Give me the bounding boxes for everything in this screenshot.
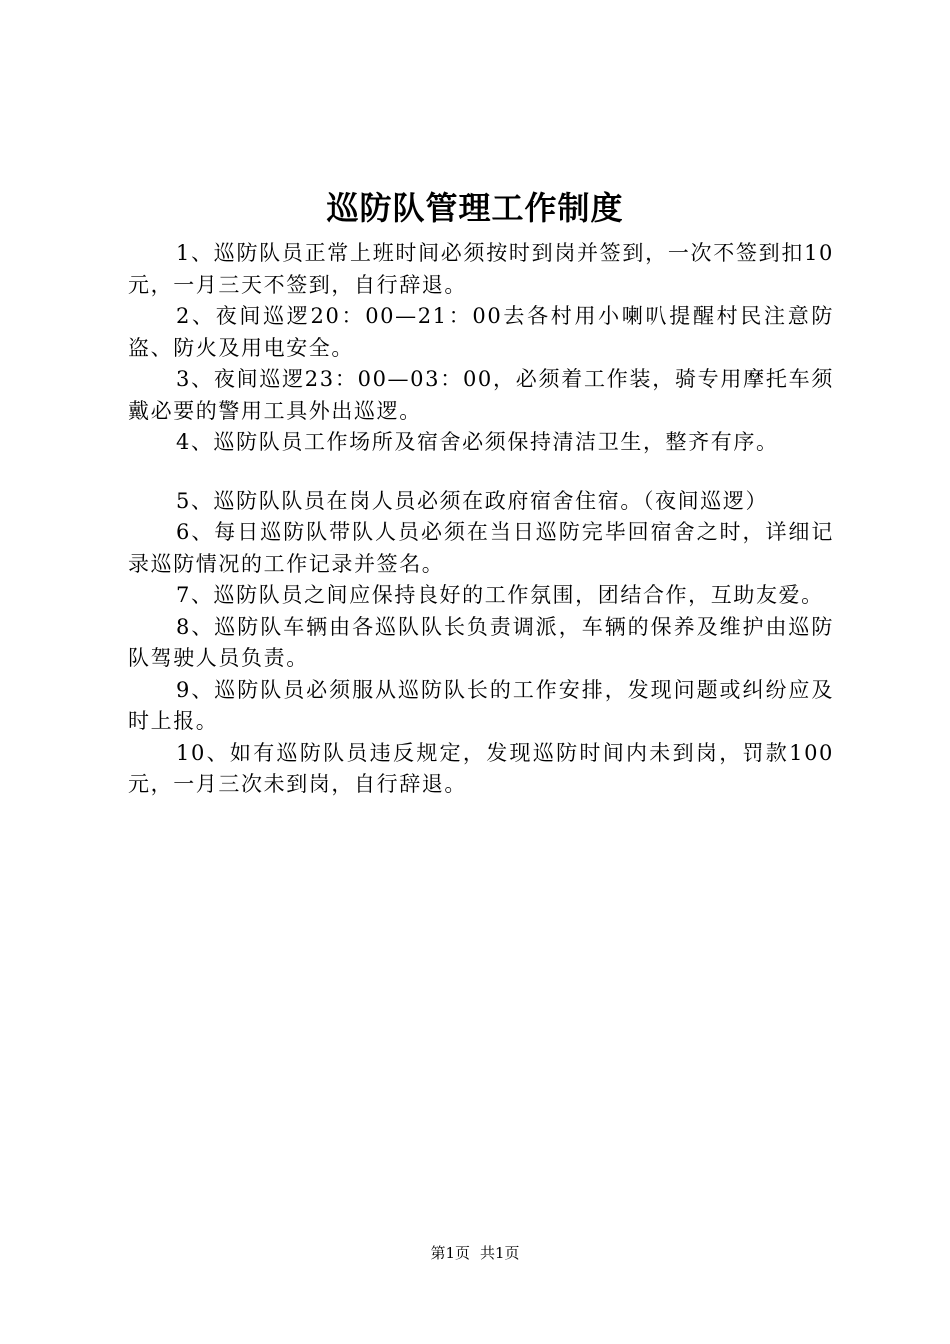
rule-paragraph-7: 7、巡防队员之间应保持良好的工作氛围，团结合作，互助友爱。 bbox=[176, 583, 824, 607]
document-title: 巡防队管理工作制度 bbox=[326, 189, 624, 227]
document-body bbox=[128, 238, 834, 801]
rule-paragraph-2: 2、夜间巡逻20：00—21：00去各村用小喇叭提醒村民注意防盗、防火及用电安全。 bbox=[128, 304, 834, 360]
rule-paragraph-8: 8、巡防队车辆由各巡队队长负责调派，车辆的保养及维护由巡防队驾驶人员负责。 bbox=[128, 614, 834, 670]
page-number-current: 第1页 bbox=[430, 1244, 470, 1262]
page-footer bbox=[0, 1243, 950, 1263]
rule-paragraph-3: 3、夜间巡逻23：00—03：00，必须着工作装，骑专用摩托车须戴必要的警用工具外出巡逻。 bbox=[128, 367, 834, 423]
rule-paragraph-9: 9、巡防队员必须服从巡防队长的工作安排，发现问题或纠纷应及时上报。 bbox=[128, 677, 834, 733]
rule-paragraph-6: 6、每日巡防队带队人员必须在当日巡防完毕回宿舍之时，详细记录巡防情况的工作记录并签名。 bbox=[128, 520, 834, 576]
rule-paragraph-4: 4、巡防队员工作场所及宿舍必须保持清洁卫生，整齐有序。 bbox=[176, 430, 779, 454]
rule-paragraph-10: 10、如有巡防队员违反规定，发现巡防时间内未到岗，罚款100元，一月三次未到岗，自行辞退。 bbox=[128, 740, 834, 796]
rule-paragraph-1: 1、巡防队员正常上班时间必须按时到岗并签到，一次不签到扣10元，一月三天不签到，自行辞退。 bbox=[128, 241, 834, 297]
page-number-total: 共1页 bbox=[480, 1244, 520, 1262]
rule-paragraph-5: 5、巡防队队员在岗人员必须在政府宿舍住宿。（夜间巡逻） bbox=[176, 488, 769, 513]
